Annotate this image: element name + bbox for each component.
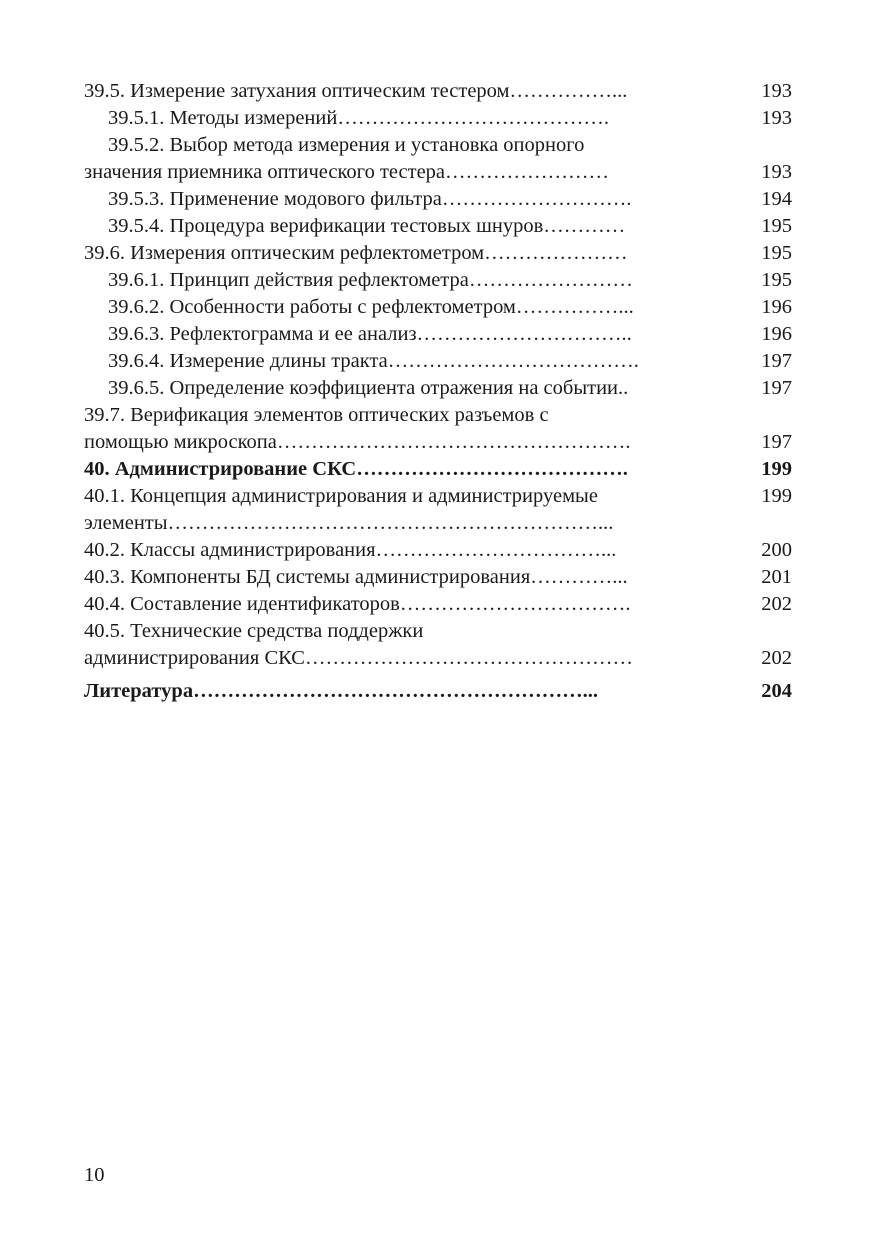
toc-entry-title: Литература…………………………………………………... (84, 680, 598, 702)
toc-page-number: 202 (761, 593, 792, 615)
toc-row-references[interactable] (84, 678, 792, 705)
toc-row[interactable] (84, 591, 792, 618)
toc-row[interactable] (84, 78, 792, 105)
toc-page-number: 197 (761, 350, 792, 372)
toc-page-number: 193 (761, 80, 792, 102)
toc-row-chapter[interactable] (84, 456, 792, 483)
toc-entry-title: 39.5.1. Методы измерений…………………………………. (108, 107, 609, 129)
toc-entry-title: 40.5. Технические средства поддержки (84, 620, 424, 642)
table-of-contents (84, 78, 792, 705)
toc-entry-title: 40.1. Концепция администрирования и администрируемые (84, 485, 598, 507)
toc-row[interactable] (84, 294, 792, 321)
toc-entry-title: 39.5.3. Применение модового фильтра………………………. (108, 188, 632, 210)
toc-page-number: 193 (761, 107, 792, 129)
toc-entry-title: 39.6.4. Измерение длины тракта………………………………. (108, 350, 639, 372)
toc-page-number: 194 (761, 188, 792, 210)
toc-page-number: 202 (761, 647, 792, 669)
toc-entry-title: 39.6.3. Рефлектограмма и ее анализ………………………….. (108, 323, 632, 345)
toc-entry-title: 40.2. Классы администрирования……………………………... (84, 539, 617, 561)
toc-page-number: 201 (761, 566, 792, 588)
toc-row[interactable] (84, 375, 792, 402)
toc-page-number: 195 (761, 242, 792, 264)
toc-entry-title: 39.6.1. Принцип действия рефлектометра…………………… (108, 269, 633, 291)
toc-row[interactable] (84, 267, 792, 294)
toc-row[interactable] (84, 564, 792, 591)
toc-entry-title: 40.3. Компоненты БД системы администрирования…………... (84, 566, 628, 588)
toc-entry-title: 39.6.5. Определение коэффициента отражения на событии.. (108, 377, 629, 399)
toc-row[interactable] (84, 186, 792, 213)
toc-entry-title: значения приемника оптического тестера…………………… (84, 161, 610, 183)
toc-entry-title: 39.5.2. Выбор метода измерения и установка опорного (108, 134, 585, 156)
toc-page-number: 195 (761, 269, 792, 291)
toc-row[interactable] (84, 240, 792, 267)
page-number: 10 (84, 1164, 105, 1186)
toc-page-number: 199 (761, 485, 792, 507)
toc-page-number: 193 (761, 161, 792, 183)
toc-row[interactable] (84, 348, 792, 375)
toc-row[interactable] (84, 645, 792, 672)
toc-entry-title: 39.7. Верификация элементов оптических разъемов с (84, 404, 549, 426)
toc-page-number: 199 (761, 458, 792, 480)
toc-row[interactable] (84, 618, 792, 645)
toc-entry-title: 40. Администрирование СКС…………………………………. (84, 458, 628, 480)
toc-page-number: 196 (761, 296, 792, 318)
toc-row[interactable] (84, 429, 792, 456)
toc-entry-title: 39.6.2. Особенности работы с рефлектометром……………... (108, 296, 634, 318)
toc-page-number: 200 (761, 539, 792, 561)
toc-row[interactable] (84, 537, 792, 564)
toc-entry-title: элементы………………………………………………………... (84, 512, 614, 534)
toc-row[interactable] (84, 321, 792, 348)
toc-row[interactable] (84, 105, 792, 132)
toc-entry-title: 40.4. Составление идентификаторов……………………………. (84, 593, 631, 615)
toc-page-number: 204 (761, 680, 792, 702)
toc-entry-title: 39.5. Измерение затухания оптическим тестером……………... (84, 80, 628, 102)
toc-row[interactable] (84, 402, 792, 429)
toc-page-number: 197 (761, 431, 792, 453)
toc-row[interactable] (84, 483, 792, 510)
toc-row[interactable] (84, 132, 792, 159)
toc-entry-title: администрирования СКС………………………………………… (84, 647, 633, 669)
toc-page-number: 195 (761, 215, 792, 237)
toc-row[interactable] (84, 159, 792, 186)
toc-row[interactable] (84, 510, 792, 537)
toc-page-number: 196 (761, 323, 792, 345)
toc-entry-title: 39.5.4. Процедура верификации тестовых шнуров………… (108, 215, 626, 237)
toc-entry-title: 39.6. Измерения оптическим рефлектометром………………… (84, 242, 628, 264)
toc-row[interactable] (84, 213, 792, 240)
toc-entry-title: помощью микроскопа……………………………………………. (84, 431, 631, 453)
toc-page-number: 197 (761, 377, 792, 399)
